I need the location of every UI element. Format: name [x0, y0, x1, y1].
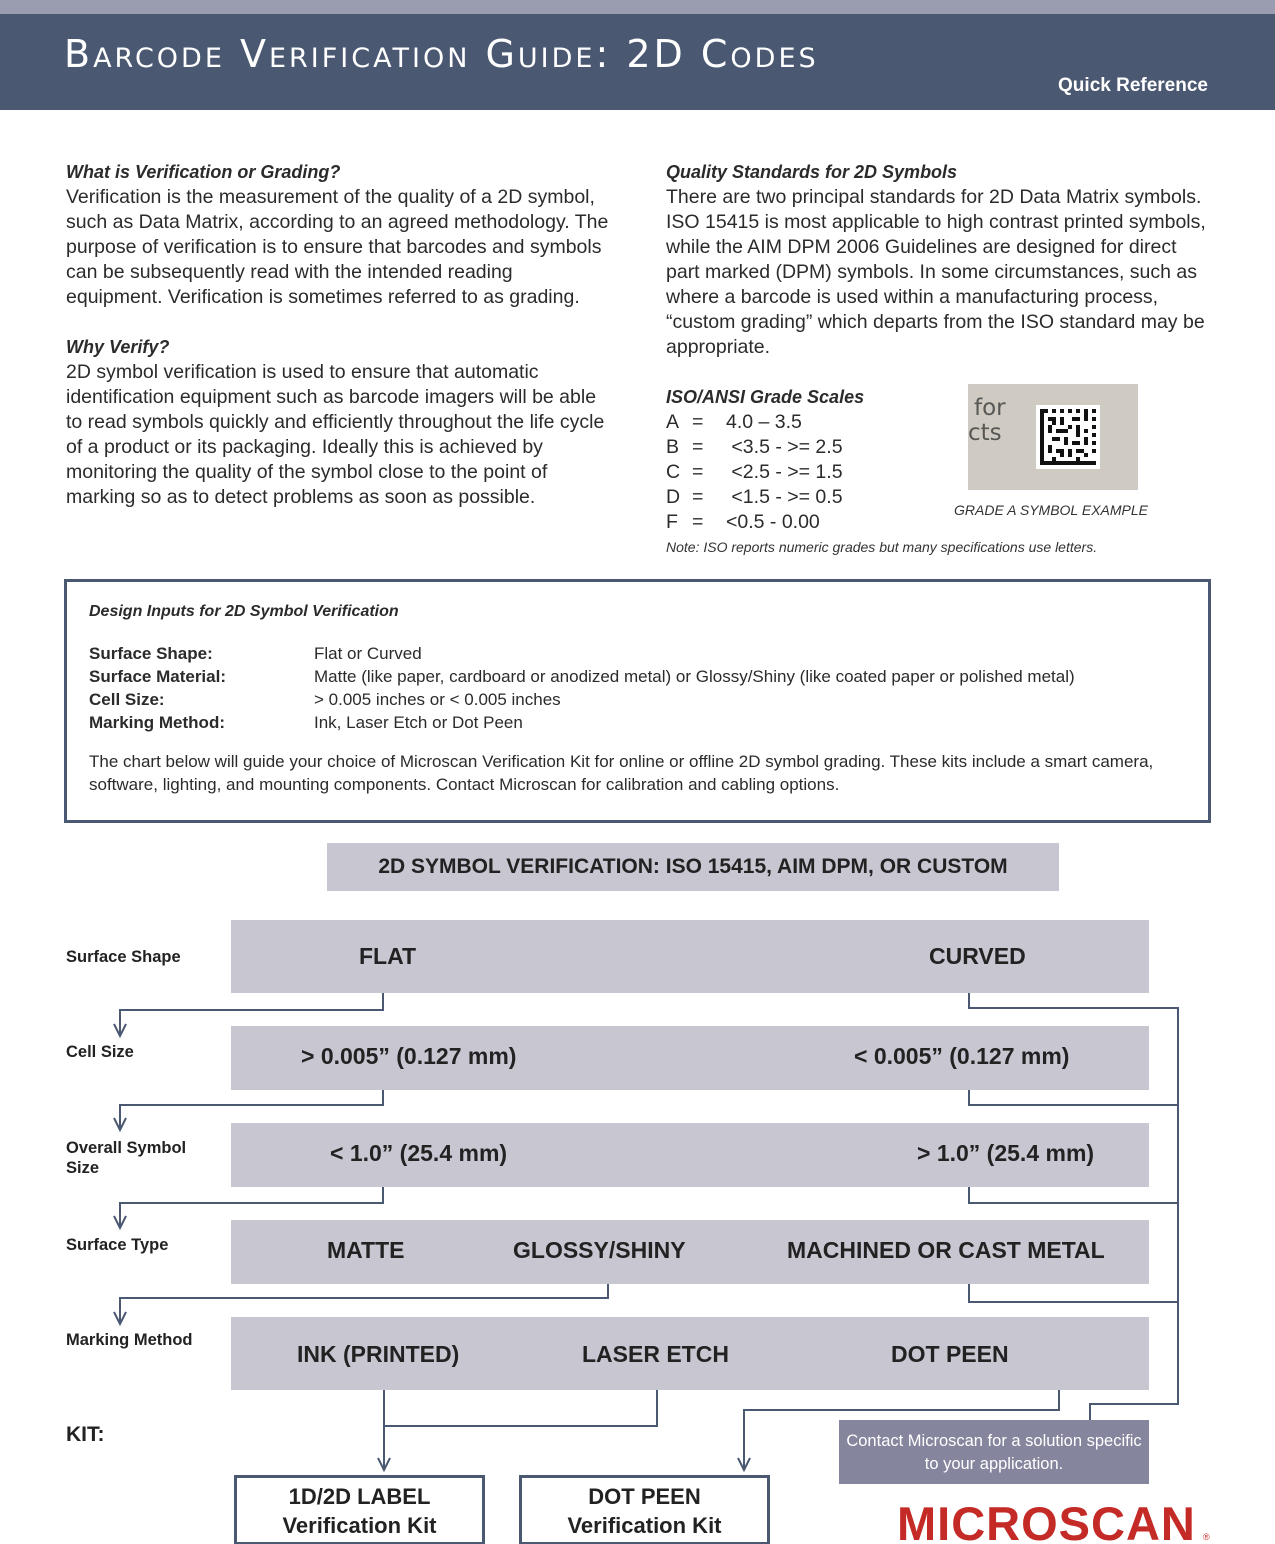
band-surface-shape	[231, 920, 1149, 993]
option-flat: FLAT	[359, 943, 417, 969]
grades-note: Note: ISO reports numeric grades but many specifications use letters.	[666, 539, 1098, 555]
what-heading: What is Verification or Grading?	[66, 162, 341, 182]
option-dot-peen: DOT PEEN	[891, 1341, 1009, 1367]
top-strip	[0, 0, 1275, 14]
what-body: Verification is the measurement of the quality of a 2D symbol, such as Data Matrix, according to an agreed methodology. The purpose of verification is to ensure that barcodes and symbols can be subsequently read with the intended reading equipment. Verification is sometimes referred to as grading.	[66, 186, 609, 308]
option-curved: CURVED	[929, 943, 1026, 969]
band-marking-method	[231, 1317, 1149, 1390]
band-overall-symbol-size	[231, 1123, 1149, 1187]
option-cell-large: > 0.005” (0.127 mm)	[301, 1043, 517, 1069]
grade-row: C = <2.5 - >= 1.5	[666, 461, 843, 483]
header-banner	[0, 14, 1275, 110]
image-text: for cts	[968, 395, 1006, 446]
page-subtitle: Quick Reference	[1058, 75, 1208, 96]
option-symbol-small: < 1.0” (25.4 mm)	[330, 1140, 508, 1166]
option-glossy: GLOSSY/SHINY	[513, 1237, 686, 1263]
row-label-surface-shape: Surface Shape	[66, 948, 181, 966]
option-symbol-large: > 1.0” (25.4 mm)	[917, 1140, 1095, 1166]
quality-heading: Quality Standards for 2D Symbols	[666, 162, 958, 182]
microscan-logo: MICROSCAN	[897, 1497, 1196, 1544]
option-laser-etch: LASER ETCH	[582, 1341, 729, 1367]
grades-heading: ISO/ANSI Grade Scales	[666, 387, 865, 407]
grade-a-symbol-image	[968, 384, 1138, 490]
datamatrix-icon	[1036, 405, 1100, 469]
example-caption: GRADE A SYMBOL EXAMPLE	[954, 502, 1148, 518]
grade-row: F = <0.5 - 0.00	[666, 511, 820, 533]
chart-title: 2D SYMBOL VERIFICATION: ISO 15415, AIM DPM, OR CUSTOM	[327, 843, 1059, 891]
option-machined: MACHINED OR CAST METAL	[787, 1237, 1105, 1263]
option-matte: MATTE	[327, 1237, 405, 1263]
row-label-marking-method: Marking Method	[66, 1331, 193, 1349]
why-body: 2D symbol verification is used to ensure that automatic identification equipment such as barcode imagers will be able to read symbols quickly and efficiently throughout the life cycle of a product or its packaging. Ideally this is achieved by monitoring the quality of the symbol close to the point of marking so as to detect problems as soon as possible.	[66, 361, 605, 508]
contact-box: Contact Microscan for a solution specific to your application.	[839, 1420, 1149, 1484]
row-label-overall-symbol-size: Overall Symbol Size	[66, 1139, 187, 1177]
kit-dot-peen-verification: DOT PEEN Verification Kit	[519, 1475, 770, 1544]
row-label-cell-size: Cell Size	[66, 1043, 134, 1061]
page-title: Barcode Verification Guide: 2D Codes	[64, 32, 819, 76]
option-ink: INK (PRINTED)	[297, 1341, 460, 1367]
design-inputs-paragraph: The chart below will guide your choice of Microscan Verification Kit for online or offline 2D symbol grading. These kits include a smart camera, software, lighting, and mounting components. Contact Microscan for calibration and cabling options.	[89, 752, 1154, 794]
band-cell-size	[231, 1026, 1149, 1090]
kit-label-verification: 1D/2D LABEL Verification Kit	[234, 1475, 485, 1544]
quality-body: There are two principal standards for 2D Data Matrix symbols. ISO 15415 is most applicable to high contrast printed symbols, while the AIM DPM 2006 Guidelines are designed for direct part marked (DPM) symbols. In some circumstances, such as where a barcode is used within a manufacturing process, “custom grading” which departs from the ISO standard may be appropriate.	[666, 186, 1206, 358]
design-inputs-title: Design Inputs for 2D Symbol Verification	[89, 603, 399, 620]
row-label-surface-type: Surface Type	[66, 1236, 169, 1254]
registered-mark: ®	[1203, 1532, 1210, 1542]
kit-label: KIT:	[66, 1423, 105, 1446]
grade-row: B = <3.5 - >= 2.5	[666, 436, 843, 458]
band-surface-type	[231, 1220, 1149, 1284]
option-cell-small: < 0.005” (0.127 mm)	[854, 1043, 1070, 1069]
design-inputs-box: Design Inputs for 2D Symbol Verification Surface Shape: Flat or Curved Surface Material: Matte (like paper, cardboard or anodized metal) or Glossy/Shiny (like coated paper or polished metal) Cell Size: > 0.005 inches or < 0.005 inches Marking Method: Ink, Laser Etch or Dot Peen The chart below will guide your choice of Microscan Verification Kit for online or offline 2D symbol grading. These kits include a smart camera, software, lighting, and mounting components. Contact Microscan for calibration and cabling options.	[64, 579, 1211, 823]
grade-row: A = 4.0 – 3.5	[666, 411, 802, 433]
grade-row: D = <1.5 - >= 0.5	[666, 486, 843, 508]
why-heading: Why Verify?	[66, 337, 170, 357]
left-column	[66, 160, 614, 510]
